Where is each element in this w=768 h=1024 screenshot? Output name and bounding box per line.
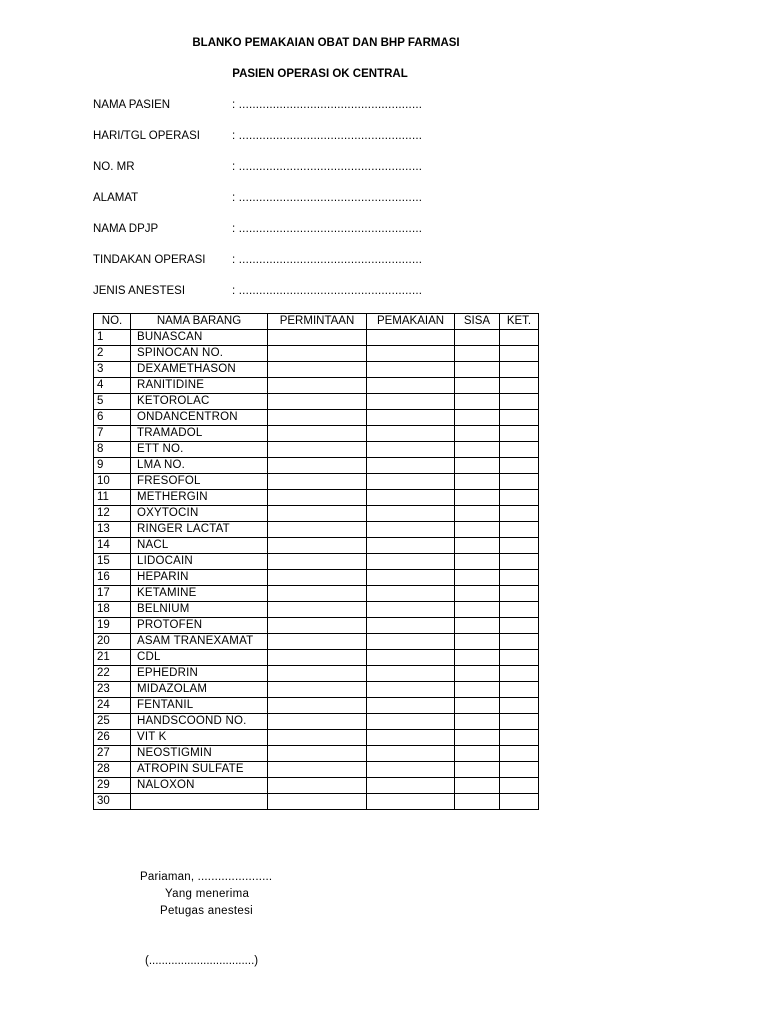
cell-ket[interactable] — [500, 330, 539, 346]
cell-pemakaian[interactable] — [367, 794, 455, 810]
table-row — [94, 426, 539, 442]
cell-ket[interactable] — [500, 794, 539, 810]
cell-sisa[interactable] — [455, 634, 500, 650]
cell-pemakaian[interactable] — [367, 570, 455, 586]
cell-sisa[interactable] — [455, 378, 500, 394]
cell-permintaan[interactable] — [268, 458, 367, 474]
cell-nama-barang: KETOROLAC — [131, 394, 268, 410]
cell-sisa[interactable] — [455, 682, 500, 698]
table-row — [94, 794, 539, 810]
cell-ket[interactable] — [500, 394, 539, 410]
cell-ket[interactable] — [500, 538, 539, 554]
table-row — [94, 634, 539, 650]
cell-no: 20 — [94, 634, 131, 650]
cell-sisa[interactable] — [455, 714, 500, 730]
cell-pemakaian[interactable] — [367, 426, 455, 442]
cell-sisa[interactable] — [455, 426, 500, 442]
table-row — [94, 410, 539, 426]
cell-no: 17 — [94, 586, 131, 602]
cell-permintaan[interactable] — [268, 538, 367, 554]
cell-pemakaian[interactable] — [367, 458, 455, 474]
cell-pemakaian[interactable] — [367, 490, 455, 506]
cell-no: 5 — [94, 394, 131, 410]
cell-no: 18 — [94, 602, 131, 618]
cell-sisa[interactable] — [455, 410, 500, 426]
cell-pemakaian[interactable] — [367, 602, 455, 618]
cell-nama-barang: VIT K — [131, 730, 268, 746]
cell-sisa[interactable] — [455, 346, 500, 362]
table-row — [94, 602, 539, 618]
cell-pemakaian[interactable] — [367, 682, 455, 698]
cell-ket[interactable] — [500, 554, 539, 570]
cell-permintaan[interactable] — [268, 778, 367, 794]
items-table — [93, 313, 539, 810]
cell-ket[interactable] — [500, 362, 539, 378]
table-row — [94, 442, 539, 458]
cell-permintaan[interactable] — [268, 570, 367, 586]
cell-sisa[interactable] — [455, 698, 500, 714]
signature-receiver: Yang menerima — [165, 888, 250, 900]
cell-pemakaian[interactable] — [367, 586, 455, 602]
cell-nama-barang: EPHEDRIN — [131, 666, 268, 682]
table-row — [94, 506, 539, 522]
cell-sisa[interactable] — [455, 570, 500, 586]
cell-ket[interactable] — [500, 410, 539, 426]
cell-nama-barang: TRAMADOL — [131, 426, 268, 442]
cell-sisa[interactable] — [455, 474, 500, 490]
cell-nama-barang: NALOXON — [131, 778, 268, 794]
cell-no: 26 — [94, 730, 131, 746]
cell-ket[interactable] — [500, 522, 539, 538]
col-header-pemakaian: PEMAKAIAN — [367, 314, 455, 330]
cell-no: 23 — [94, 682, 131, 698]
table-row — [94, 730, 539, 746]
cell-sisa[interactable] — [455, 554, 500, 570]
cell-no: 14 — [94, 538, 131, 554]
field-label: TINDAKAN OPERASI — [93, 254, 206, 266]
cell-sisa[interactable] — [455, 730, 500, 746]
cell-sisa[interactable] — [455, 794, 500, 810]
cell-nama-barang: METHERGIN — [131, 490, 268, 506]
cell-nama-barang: NACL — [131, 538, 268, 554]
cell-permintaan[interactable] — [268, 650, 367, 666]
cell-ket[interactable] — [500, 586, 539, 602]
table-row — [94, 746, 539, 762]
table-row — [94, 666, 539, 682]
cell-permintaan[interactable] — [268, 394, 367, 410]
cell-pemakaian[interactable] — [367, 762, 455, 778]
cell-sisa[interactable] — [455, 490, 500, 506]
cell-pemakaian[interactable] — [367, 474, 455, 490]
cell-ket[interactable] — [500, 618, 539, 634]
cell-sisa[interactable] — [455, 442, 500, 458]
cell-pemakaian[interactable] — [367, 506, 455, 522]
cell-permintaan[interactable] — [268, 618, 367, 634]
cell-nama-barang: DEXAMETHASON — [131, 362, 268, 378]
cell-no: 3 — [94, 362, 131, 378]
cell-ket[interactable] — [500, 634, 539, 650]
cell-sisa[interactable] — [455, 666, 500, 682]
cell-pemakaian[interactable] — [367, 650, 455, 666]
cell-ket[interactable] — [500, 778, 539, 794]
cell-ket[interactable] — [500, 666, 539, 682]
cell-pemakaian[interactable] — [367, 746, 455, 762]
cell-no: 7 — [94, 426, 131, 442]
cell-permintaan[interactable] — [268, 634, 367, 650]
field-blank[interactable]: : ...................................................... — [232, 254, 423, 266]
cell-no: 25 — [94, 714, 131, 730]
table-row — [94, 778, 539, 794]
table-row — [94, 698, 539, 714]
cell-permintaan[interactable] — [268, 522, 367, 538]
table-row — [94, 522, 539, 538]
cell-sisa[interactable] — [455, 618, 500, 634]
cell-nama-barang: BUNASCAN — [131, 330, 268, 346]
table-row — [94, 330, 539, 346]
cell-permintaan[interactable] — [268, 730, 367, 746]
table-row — [94, 346, 539, 362]
cell-no: 22 — [94, 666, 131, 682]
field-label: HARI/TGL OPERASI — [93, 130, 200, 142]
cell-pemakaian[interactable] — [367, 538, 455, 554]
table-row — [94, 378, 539, 394]
cell-sisa[interactable] — [455, 762, 500, 778]
cell-pemakaian[interactable] — [367, 778, 455, 794]
cell-no: 29 — [94, 778, 131, 794]
cell-ket[interactable] — [500, 698, 539, 714]
cell-no: 2 — [94, 346, 131, 362]
form-title: BLANKO PEMAKAIAN OBAT DAN BHP FARMASI — [192, 37, 460, 49]
cell-no: 9 — [94, 458, 131, 474]
col-header-sisa: SISA — [455, 314, 500, 330]
signature-role: Petugas anestesi — [160, 905, 254, 917]
table-row — [94, 570, 539, 586]
cell-nama-barang: MIDAZOLAM — [131, 682, 268, 698]
cell-pemakaian[interactable] — [367, 362, 455, 378]
cell-permintaan[interactable] — [268, 410, 367, 426]
cell-no: 30 — [94, 794, 131, 810]
cell-ket[interactable] — [500, 746, 539, 762]
cell-nama-barang: ETT NO. — [131, 442, 268, 458]
cell-pemakaian[interactable] — [367, 730, 455, 746]
cell-ket[interactable] — [500, 762, 539, 778]
cell-sisa[interactable] — [455, 330, 500, 346]
cell-pemakaian[interactable] — [367, 394, 455, 410]
field-label: NAMA PASIEN — [93, 99, 171, 111]
cell-permintaan[interactable] — [268, 682, 367, 698]
field-blank[interactable]: : ...................................................... — [232, 223, 423, 235]
cell-permintaan[interactable] — [268, 474, 367, 490]
cell-pemakaian[interactable] — [367, 410, 455, 426]
cell-pemakaian[interactable] — [367, 634, 455, 650]
cell-sisa[interactable] — [455, 586, 500, 602]
cell-permintaan[interactable] — [268, 490, 367, 506]
cell-no: 12 — [94, 506, 131, 522]
cell-sisa[interactable] — [455, 650, 500, 666]
cell-permintaan[interactable] — [268, 666, 367, 682]
table-row — [94, 458, 539, 474]
cell-no: 27 — [94, 746, 131, 762]
col-header-permintaan: PERMINTAAN — [268, 314, 367, 330]
cell-nama-barang — [131, 794, 268, 810]
cell-sisa[interactable] — [455, 506, 500, 522]
field-label: NAMA DPJP — [93, 223, 159, 235]
cell-sisa[interactable] — [455, 394, 500, 410]
cell-nama-barang: BELNIUM — [131, 602, 268, 618]
table-row — [94, 394, 539, 410]
signature-place-date: Pariaman, ...................... — [140, 871, 273, 883]
cell-nama-barang: HEPARIN — [131, 570, 268, 586]
cell-no: 11 — [94, 490, 131, 506]
cell-permintaan[interactable] — [268, 554, 367, 570]
cell-no: 8 — [94, 442, 131, 458]
table-row — [94, 554, 539, 570]
cell-sisa[interactable] — [455, 746, 500, 762]
table-row — [94, 490, 539, 506]
cell-pemakaian[interactable] — [367, 442, 455, 458]
cell-ket[interactable] — [500, 570, 539, 586]
cell-nama-barang: KETAMINE — [131, 586, 268, 602]
cell-no: 15 — [94, 554, 131, 570]
cell-nama-barang: HANDSCOOND NO. — [131, 714, 268, 730]
cell-nama-barang: ASAM TRANEXAMAT — [131, 634, 268, 650]
cell-nama-barang: LIDOCAIN — [131, 554, 268, 570]
cell-ket[interactable] — [500, 714, 539, 730]
table-row — [94, 762, 539, 778]
cell-ket[interactable] — [500, 346, 539, 362]
col-header-no: NO. — [94, 314, 131, 330]
field-label: JENIS ANESTESI — [93, 285, 186, 297]
cell-permintaan[interactable] — [268, 762, 367, 778]
cell-nama-barang: PROTOFEN — [131, 618, 268, 634]
cell-no: 21 — [94, 650, 131, 666]
cell-no: 13 — [94, 522, 131, 538]
cell-ket[interactable] — [500, 490, 539, 506]
cell-sisa[interactable] — [455, 362, 500, 378]
table-row — [94, 714, 539, 730]
cell-ket[interactable] — [500, 506, 539, 522]
cell-no: 19 — [94, 618, 131, 634]
cell-sisa[interactable] — [455, 538, 500, 554]
cell-permintaan[interactable] — [268, 346, 367, 362]
cell-no: 4 — [94, 378, 131, 394]
cell-nama-barang: FRESOFOL — [131, 474, 268, 490]
table-row — [94, 618, 539, 634]
field-blank[interactable]: : ...................................................... — [232, 192, 423, 204]
cell-pemakaian[interactable] — [367, 330, 455, 346]
field-blank[interactable]: : ...................................................... — [232, 99, 423, 111]
table-header-row — [94, 314, 539, 330]
cell-nama-barang: LMA NO. — [131, 458, 268, 474]
cell-permintaan[interactable] — [268, 330, 367, 346]
form-subtitle: PASIEN OPERASI OK CENTRAL — [232, 68, 408, 80]
cell-permintaan[interactable] — [268, 746, 367, 762]
cell-pemakaian[interactable] — [367, 666, 455, 682]
field-blank[interactable]: : ...................................................... — [232, 285, 423, 297]
cell-nama-barang: FENTANIL — [131, 698, 268, 714]
cell-ket[interactable] — [500, 426, 539, 442]
field-blank[interactable]: : ...................................................... — [232, 130, 423, 142]
cell-no: 24 — [94, 698, 131, 714]
cell-nama-barang: ATROPIN SULFATE — [131, 762, 268, 778]
col-header-nama-barang: NAMA BARANG — [131, 314, 268, 330]
cell-sisa[interactable] — [455, 522, 500, 538]
table-row — [94, 682, 539, 698]
cell-pemakaian[interactable] — [367, 346, 455, 362]
table-row — [94, 474, 539, 490]
cell-permintaan[interactable] — [268, 602, 367, 618]
cell-ket[interactable] — [500, 682, 539, 698]
cell-permintaan[interactable] — [268, 442, 367, 458]
cell-no: 28 — [94, 762, 131, 778]
cell-pemakaian[interactable] — [367, 714, 455, 730]
field-label: ALAMAT — [93, 192, 139, 204]
cell-nama-barang: OXYTOCIN — [131, 506, 268, 522]
cell-permintaan[interactable] — [268, 794, 367, 810]
cell-permintaan[interactable] — [268, 362, 367, 378]
cell-permintaan[interactable] — [268, 378, 367, 394]
cell-sisa[interactable] — [455, 458, 500, 474]
cell-nama-barang: CDL — [131, 650, 268, 666]
signature-name-line: (.................................) — [145, 955, 259, 967]
cell-ket[interactable] — [500, 378, 539, 394]
table-body — [94, 330, 539, 810]
cell-no: 1 — [94, 330, 131, 346]
cell-ket[interactable] — [500, 650, 539, 666]
cell-permintaan[interactable] — [268, 586, 367, 602]
cell-pemakaian[interactable] — [367, 698, 455, 714]
cell-no: 6 — [94, 410, 131, 426]
cell-ket[interactable] — [500, 602, 539, 618]
cell-no: 10 — [94, 474, 131, 490]
cell-nama-barang: SPINOCAN NO. — [131, 346, 268, 362]
cell-pemakaian[interactable] — [367, 554, 455, 570]
cell-nama-barang: NEOSTIGMIN — [131, 746, 268, 762]
cell-pemakaian[interactable] — [367, 378, 455, 394]
field-label: NO. MR — [93, 161, 135, 173]
col-header-ket: KET. — [500, 314, 539, 330]
table-row — [94, 586, 539, 602]
cell-permintaan[interactable] — [268, 426, 367, 442]
cell-nama-barang: RANITIDINE — [131, 378, 268, 394]
cell-pemakaian[interactable] — [367, 522, 455, 538]
cell-permintaan[interactable] — [268, 506, 367, 522]
cell-sisa[interactable] — [455, 778, 500, 794]
cell-nama-barang: ONDANCENTRON — [131, 410, 268, 426]
cell-ket[interactable] — [500, 458, 539, 474]
cell-nama-barang: RINGER LACTAT — [131, 522, 268, 538]
cell-ket[interactable] — [500, 730, 539, 746]
field-blank[interactable]: : ...................................................... — [232, 161, 423, 173]
cell-ket[interactable] — [500, 442, 539, 458]
table-row — [94, 650, 539, 666]
cell-permintaan[interactable] — [268, 698, 367, 714]
table-row — [94, 538, 539, 554]
cell-no: 16 — [94, 570, 131, 586]
cell-permintaan[interactable] — [268, 714, 367, 730]
cell-pemakaian[interactable] — [367, 618, 455, 634]
cell-sisa[interactable] — [455, 602, 500, 618]
table-row — [94, 362, 539, 378]
cell-ket[interactable] — [500, 474, 539, 490]
